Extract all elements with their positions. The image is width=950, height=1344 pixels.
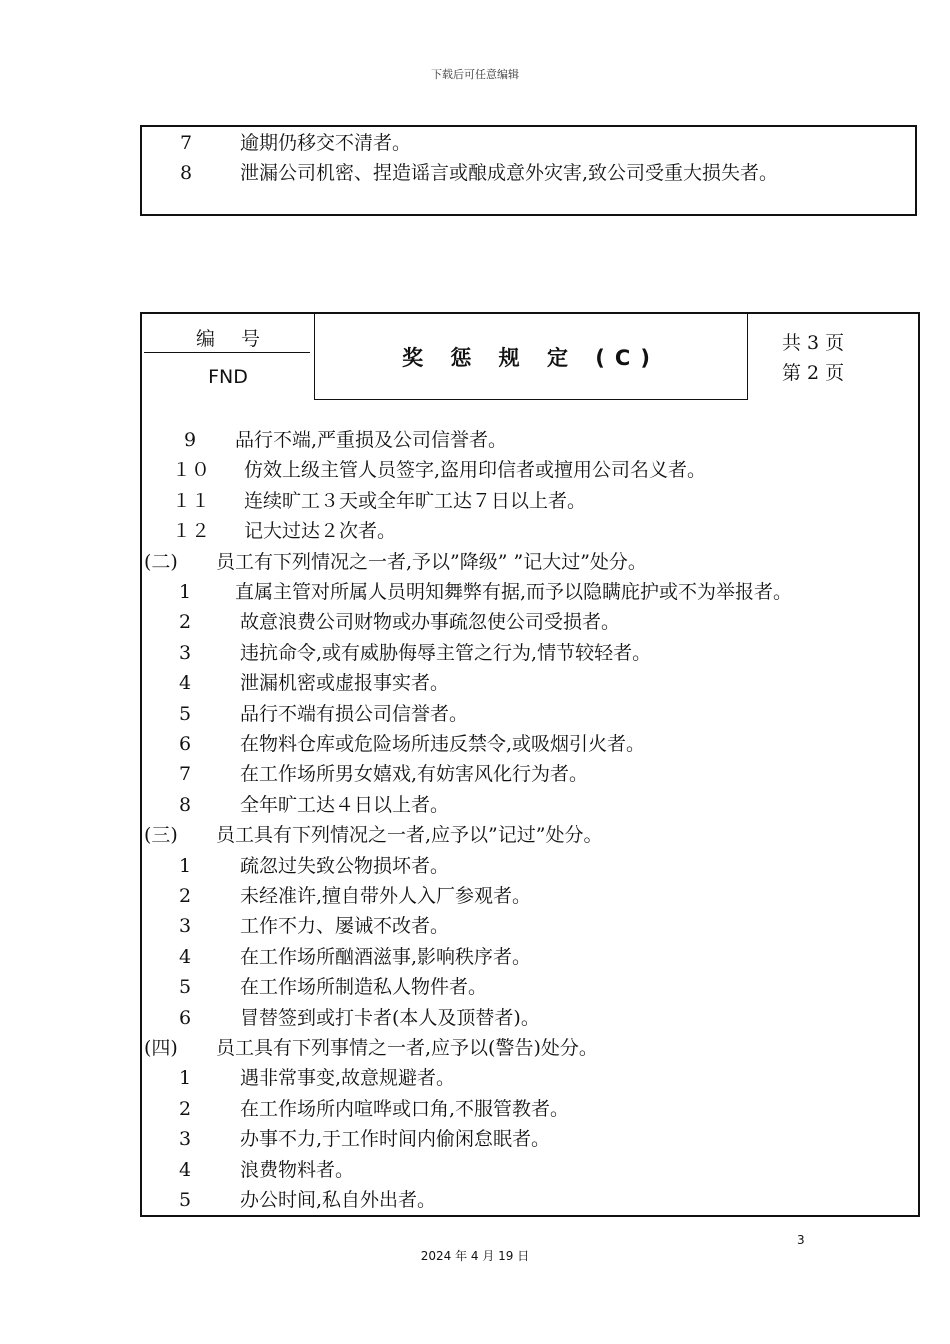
section-text: 员工具有下列事情之一者,应予以(警告)处分。 (216, 1037, 598, 1059)
item-number: 1 (179, 854, 192, 877)
item-text: 在工作场所内喧哗或口角,不服管教者。 (240, 1097, 570, 1120)
item-text: 直属主管对所属人员明知舞弊有据,而予以隐瞒庇护或不为举报者。 (235, 581, 793, 603)
item-number: 8 (179, 793, 192, 816)
item-text: 记大过达２次者。 (244, 520, 397, 543)
code-value: FND (208, 366, 248, 388)
item-number: 5 (179, 976, 192, 999)
item-number: 7 (179, 763, 192, 786)
item-text: 在工作场所男女嬉戏,有妨害风化行为者。 (240, 763, 589, 786)
item-number: １１ (172, 489, 211, 512)
item-text: 办公时间,私自外出者。 (240, 1189, 437, 1211)
top-note: 下载后可任意编辑 (431, 68, 519, 81)
section-text: 员工具有下列情况之一者,应予以”记过”处分。 (216, 824, 603, 847)
item-text: 未经准许,擅自带外人入厂参观者。 (240, 885, 532, 907)
item-text: 泄漏公司机密、捏造谣言或酿成意外灾害,致公司受重大损失者。 (240, 162, 779, 184)
item-text: 品行不端有损公司信誉者。 (240, 702, 469, 725)
item-text: 遇非常事变,故意规避者。 (240, 1067, 456, 1090)
code-divider (144, 352, 310, 353)
item-number: 2 (179, 1097, 192, 1120)
item-text: 全年旷工达４日以上者。 (240, 793, 450, 816)
section-label: (四) (144, 1037, 178, 1059)
section-label: (二) (144, 550, 178, 573)
item-number: 8 (180, 162, 193, 184)
item-number: 4 (179, 945, 192, 968)
item-number: 2 (179, 885, 192, 907)
item-text: 疏忽过失致公物损坏者。 (240, 854, 450, 877)
item-number: 7 (180, 132, 193, 154)
code-cell (142, 314, 314, 400)
item-number: １２ (172, 520, 211, 543)
item-number: 3 (179, 1128, 192, 1151)
regulation-page-box (140, 312, 920, 1217)
page-number: 3 (797, 1233, 805, 1247)
item-text: 违抗命令,或有威胁侮辱主管之行为,情节较轻者。 (240, 641, 652, 664)
item-text: 泄漏机密或虚报事实者。 (240, 672, 450, 695)
item-text: 品行不端,严重损及公司信誉者。 (235, 429, 508, 451)
code-label: 编号 (195, 328, 286, 350)
item-text: 故意浪费公司财物或办事疏忽使公司受损者。 (240, 611, 621, 634)
item-text: 逾期仍移交不清者。 (240, 132, 412, 154)
item-number: 3 (179, 915, 192, 938)
item-text: 连续旷工３天或全年旷工达７日以上者。 (244, 489, 587, 512)
item-number: 5 (179, 1189, 192, 1211)
total-pages: 共 3 页 (782, 332, 845, 354)
item-number: 6 (179, 733, 192, 755)
item-text: 浪费物料者。 (240, 1158, 355, 1181)
item-number: 6 (179, 1006, 192, 1029)
item-number: 3 (179, 641, 192, 664)
item-number: 4 (179, 672, 192, 695)
item-number: 9 (184, 429, 197, 451)
item-text: 工作不力、屡诫不改者。 (240, 915, 450, 938)
item-text: 在工作场所酗酒滋事,影响秩序者。 (240, 945, 532, 968)
item-number: 2 (179, 611, 192, 634)
item-text: 在物料仓库或危险场所违反禁令,或吸烟引火者。 (240, 733, 646, 755)
item-number: 1 (179, 581, 192, 603)
item-number: 4 (179, 1158, 192, 1181)
item-number: 5 (179, 702, 192, 725)
section-text: 员工有下列情况之一者,予以”降级” ”记大过”处分。 (216, 550, 647, 573)
item-number: １０ (172, 459, 211, 482)
item-number: 1 (179, 1067, 192, 1090)
item-text: 在工作场所制造私人物件者。 (240, 976, 488, 999)
page-count-cell (782, 328, 902, 388)
footer-date: 2024 年 4 月 19 日 (420, 1249, 530, 1263)
current-page: 第 2 页 (782, 362, 845, 384)
item-text: 仿效上级主管人员签字,盗用印信者或擅用公司名义者。 (244, 459, 707, 482)
section-label: (三) (144, 824, 178, 847)
continued-items-box (140, 125, 917, 216)
document-title: 奖 惩 规 定 (C) (314, 314, 748, 400)
item-text: 冒替签到或打卡者(本人及顶替者)。 (240, 1006, 540, 1029)
item-text: 办事不力,于工作时间内偷闲怠眠者。 (240, 1128, 551, 1151)
